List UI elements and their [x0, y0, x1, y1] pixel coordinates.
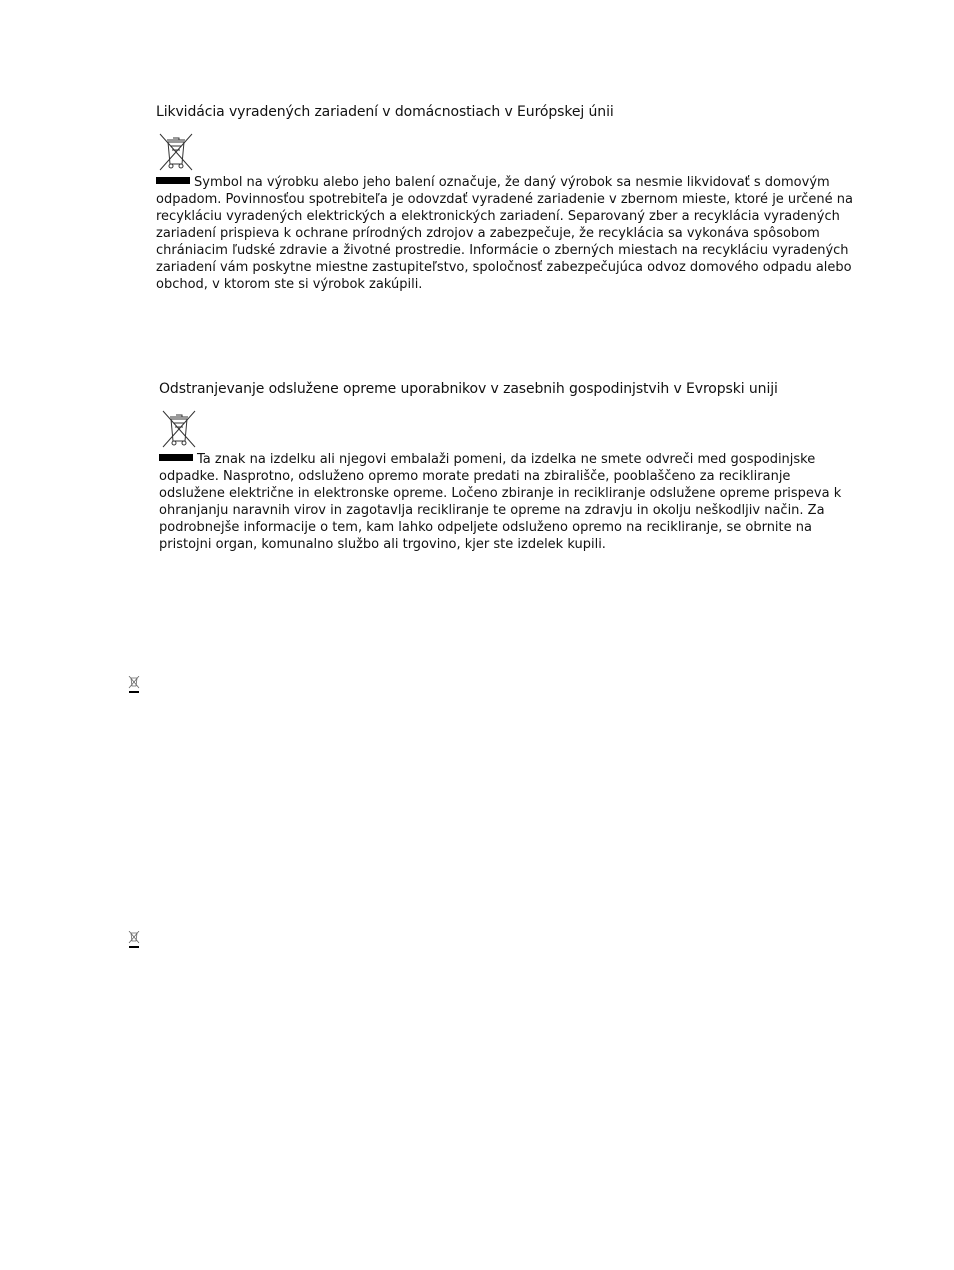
crossed-out-wheelie-bin-icon [159, 407, 199, 449]
section-body: Symbol na výrobku alebo jeho balení označuje, že daný výrobok sa nesmie likvidovať s domovým odpadom. Povinnosťou spotrebiteľa je odovzdať vyradené zariadenie v zbernom mieste, ktoré je určené na recykláciu vyradených elektrických a elektronických zariadení. Separovaný zber a recyklácia vyradených zariadení prispieva k ochrane prírodných zdrojov a zabezpečuje, že recyklácia sa vykonáva spôsobom chrániacim ľudské zdravie a životné prostredie. Informácie o zberných miestach na recykláciu vyradených zariadení vám poskytne miestne zastupiteľstvo, spoločnosť zabezpečujúca odvoz domového odpadu alebo obchod, v ktorom ste si výrobok zakúpili. [156, 175, 853, 292]
weee-section-slovenian [159, 381, 859, 553]
weee-section-slovak [156, 104, 856, 293]
small-crossed-bin-icon [128, 676, 140, 696]
section-heading: Likvidácia vyradených zariadení v domácnostiach v Európskej únii [156, 104, 614, 120]
small-crossed-bin-icon [128, 931, 140, 951]
black-bar-marker [156, 177, 190, 184]
black-bar-marker [159, 454, 193, 461]
section-heading: Odstranjevanje odslužene opreme uporabnikov v zasebnih gospodinjstvih v Evropski uniji [159, 381, 778, 397]
section-body: Ta znak na izdelku ali njegovi embalaži pomeni, da izdelka ne smete odvreči med gospodinjske odpadke. Nasprotno, odsluženo opremo morate predati na zbirališče, pooblaščeno za recikliranje odslužene električne in elektronske opreme. Ločeno zbiranje in recikliranje odslužene opreme prispeva k ohranjanju naravnih virov in zagotavlja recikliranje te opreme na zdravju in okolju neškodljiv način. Za podrobnejše informacije o tem, kam lahko odpeljete odsluženo opremo na recikliranje, se obrnite na pristojni organ, komunalno službo ali trgovino, kjer ste izdelek kupili. [159, 452, 842, 552]
crossed-out-wheelie-bin-icon [156, 130, 196, 172]
